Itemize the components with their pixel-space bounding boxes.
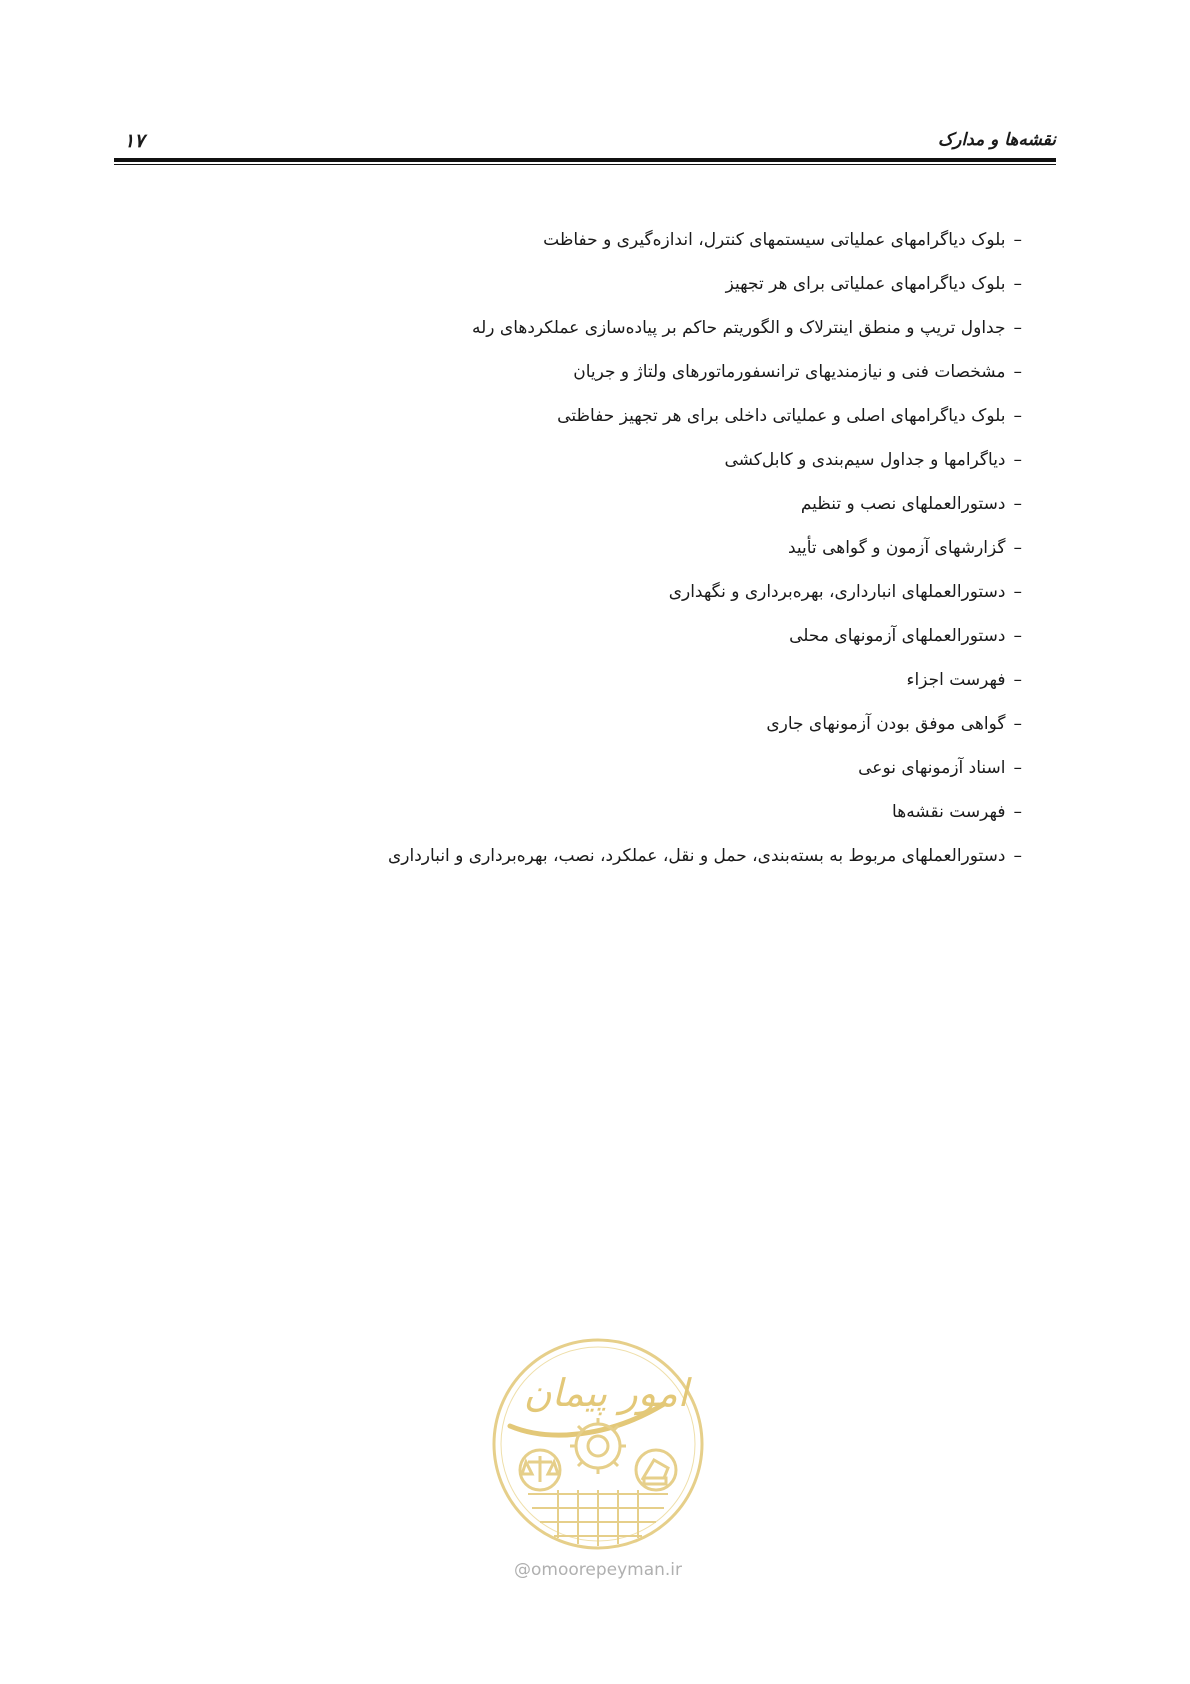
list-item — [388, 790, 1022, 834]
list-item — [388, 438, 1022, 482]
list-item-text: فهرست اجزاء — [906, 670, 1006, 690]
list-item-text: دستورالعملهای انبارداری، بهره‌برداری و نگهداری — [668, 582, 1006, 602]
excavator-icon — [636, 1450, 676, 1490]
list-item — [388, 218, 1022, 262]
bullet-dash: – — [1013, 230, 1022, 250]
list-item — [388, 658, 1022, 702]
bullet-dash: – — [1013, 274, 1022, 294]
list-item — [388, 482, 1022, 526]
list-item-text: بلوک دیاگرامهای عملیاتی برای هر تجهیز — [725, 274, 1006, 294]
watermark-url: @omoorepeyman.ir — [513, 1560, 683, 1580]
list-item — [388, 570, 1022, 614]
scales-icon — [520, 1450, 560, 1490]
list-item — [388, 526, 1022, 570]
document-list — [388, 218, 1022, 878]
list-item-text: فهرست نقشه‌ها — [892, 802, 1006, 822]
list-item — [388, 306, 1022, 350]
list-item-text: اسناد آزمونهای نوعی — [858, 758, 1006, 778]
list-item-text: بلوک دیاگرامهای عملیاتی سیستمهای کنترل، اندازه‌گیری و حفاظت — [543, 230, 1006, 250]
header-rule-thin — [114, 164, 1056, 165]
list-item-text: مشخصات فنی و نیازمندیهای ترانسفورماتورهای ولتاژ و جریان — [573, 362, 1006, 382]
bullet-dash: – — [1013, 626, 1022, 646]
bullet-dash: – — [1013, 670, 1022, 690]
watermark-logo — [488, 1334, 708, 1554]
bullet-dash: – — [1013, 318, 1022, 338]
bullet-dash: – — [1013, 802, 1022, 822]
list-item-text: دستورالعملهای مربوط به بسته‌بندی، حمل و نقل، عملکرد، نصب، بهره‌برداری و انبارداری — [387, 846, 1006, 866]
chapter-title: نقشه‌ها و مدارک — [938, 130, 1056, 150]
bullet-dash: – — [1013, 714, 1022, 734]
bullet-dash: – — [1013, 582, 1022, 602]
page-header — [114, 126, 1056, 166]
list-item-text: دستورالعملهای نصب و تنظیم — [800, 494, 1006, 514]
grid-pattern — [528, 1490, 668, 1546]
bullet-dash: – — [1013, 494, 1022, 514]
gear-icon — [570, 1418, 626, 1474]
bullet-dash: – — [1013, 758, 1022, 778]
list-item-text: جداول تریپ و منطق اینترلاک و الگوریتم حاکم بر پیاده‌سازی عملکردهای رله — [472, 318, 1006, 338]
list-item — [388, 702, 1022, 746]
list-item-text: گزارشهای آزمون و گواهی تأیید — [787, 538, 1006, 558]
watermark — [488, 1334, 708, 1594]
list-item-text: دیاگرامها و جداول سیم‌بندی و کابل‌کشی — [724, 450, 1006, 470]
bullet-dash: – — [1013, 406, 1022, 426]
bullet-dash: – — [1013, 450, 1022, 470]
bullet-dash: – — [1013, 538, 1022, 558]
list-item — [388, 350, 1022, 394]
header-rule-thick — [114, 158, 1056, 162]
list-item-text: گواهی موفق بودن آزمونهای جاری — [766, 714, 1006, 734]
list-item — [388, 394, 1022, 438]
page-number: ۱۷ — [124, 130, 145, 152]
list-item — [388, 746, 1022, 790]
bullet-dash: – — [1013, 362, 1022, 382]
list-item-text: دستورالعملهای آزمونهای محلی — [789, 626, 1006, 646]
list-item — [388, 262, 1022, 306]
bullet-dash: – — [1013, 846, 1022, 866]
list-item — [388, 834, 1022, 878]
list-item — [388, 614, 1022, 658]
list-item-text: بلوک دیاگرامهای اصلی و عملیاتی داخلی برای هر تجهیز حفاظتی — [557, 406, 1006, 426]
logo-text: امور پیمان — [523, 1371, 689, 1415]
